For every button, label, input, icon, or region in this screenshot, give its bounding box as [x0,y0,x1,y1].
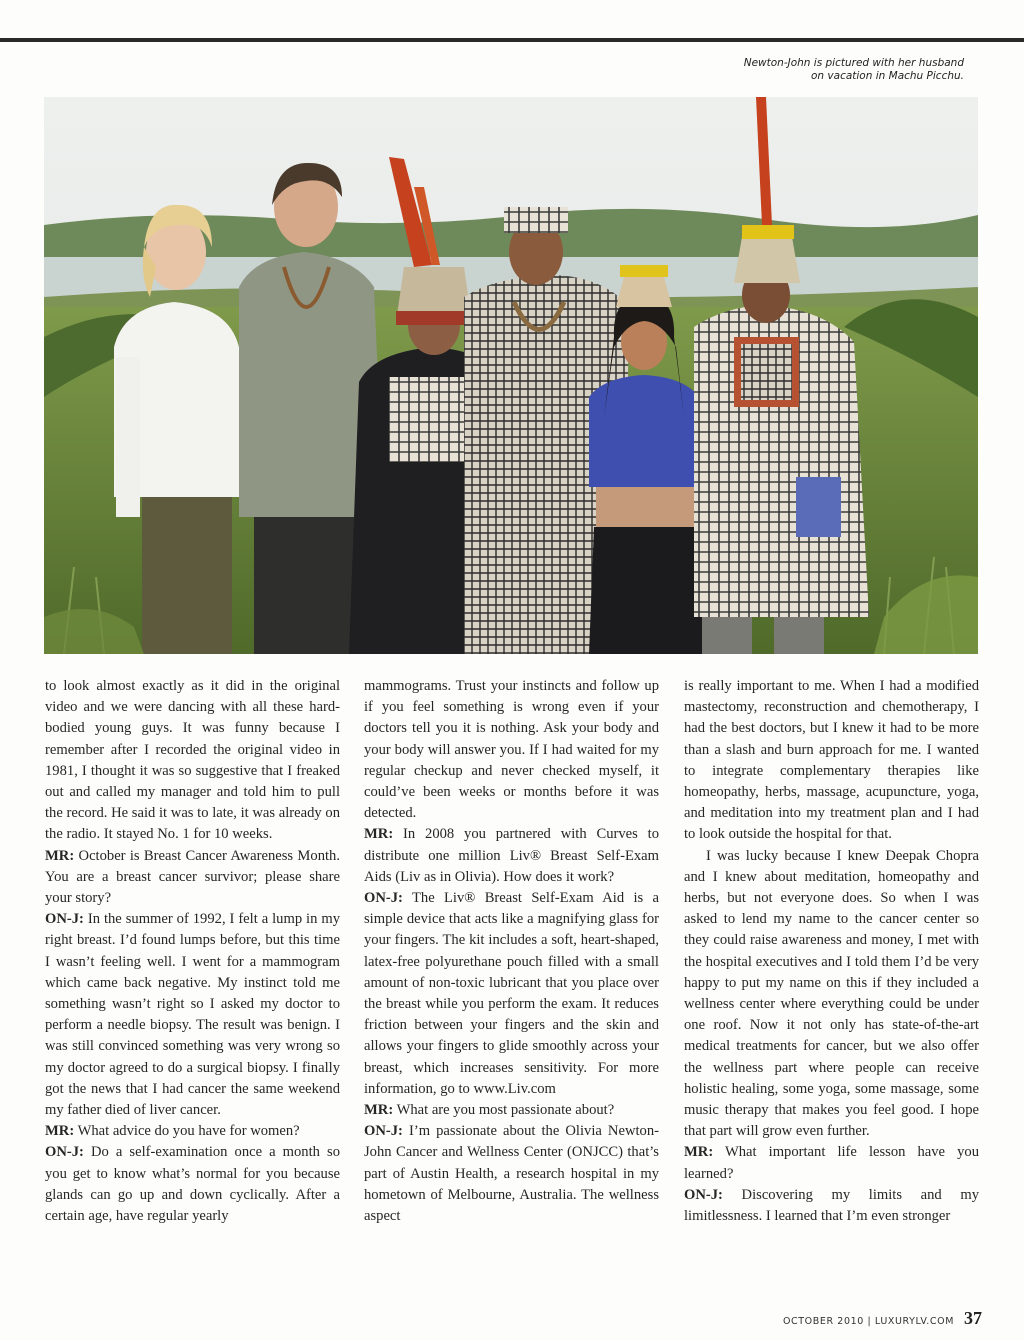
paragraph: MR: In 2008 you partnered with Curves to distribute one million Liv® Breast Self-Exam Aids (Liv as in Olivia). How does it work? [364,826,659,885]
paragraph: MR: October is Breast Cancer Awareness Month. You are a breast cancer survivor; please share your story? [45,847,340,907]
page-number: 37 [964,1308,982,1328]
caption-line-1: Newton-John is pictured with her husband [743,57,964,69]
paragraph: MR: What important life lesson have you learned? [684,1144,979,1182]
text-column-2 [364,676,659,1227]
paragraph: I was lucky because I knew Deepak Chopra and I knew about meditation, homeopathy and herbs, but not everyone does. So when I was asked to lend my name to the cancer center so they could raise awareness and money, I met with the hospital executives and I told them I’d be very happy to put my name on this if they included a wellness center where everything could be under one roof. Now it not only has state-of-the-art medical treatments for cancer, but we also offer the wellness part where people can receive holistic healing, some yoga, some massage, some music therapy that makes you feel good. I hope that part will grow even further. [684,847,979,1140]
text-column-3 [684,676,979,1227]
paragraph: MR: What are you most passionate about? [364,1102,615,1119]
paragraph: ON-J: Do a self-examination once a month so you get to know what’s normal for you because glands can go up and down cyclically. After a certain age, have regular yearly [45,1144,340,1225]
footer-publication: OCTOBER 2010 | LUXURYLV.COM [782,1316,954,1327]
paragraph: MR: What advice do you have for women? [45,1123,300,1140]
paragraph: ON-J: In the summer of 1992, I felt a lump in my right breast. I’d found lumps before, but this time I wasn’t feeling well. I went for a mammogram which came back negative. My instinct told me something wasn’t right so I asked my doctor to perform a needle biopsy. The result was benign. I was still convinced something was very wrong so my doctor agreed to do a surgical biopsy. I finally got the news that I had cancer the same weekend my father died of liver cancer. [45,911,340,1119]
caption-line-2: on vacation in Machu Picchu. [811,70,964,82]
page-footer [783,1308,982,1329]
paragraph: ON-J: Discovering my limits and my limitlessness. I learned that I’m even stronger [684,1186,979,1225]
group-photo [44,97,978,654]
paragraph: is really important to me. When I had a modified mastectomy, reconstruction and chemotherapy, I had the best doctors, but I knew it had to be more than a slash and burn approach for me. I wanted to integrate complementary therapies like homeopathy, herbs, massage, acupuncture, yoga, and meditation into my treatment plan and I had to look outside the hospital for that. [684,678,979,843]
top-rule [0,38,1024,42]
paragraph: to look almost exactly as it did in the original video and we were dancing with all these hard-bodied young guys. It was funny because I remember after I recorded the original video in 1981, I thought it was so suggestive that I freaked out and called my manager and told him to pull the record. He said it was to late, it was already on the radio. It stayed No. 1 for 10 weeks. [45,678,340,843]
text-column-1 [45,676,340,1227]
photo-caption [644,57,964,83]
paragraph: ON-J: The Liv® Breast Self-Exam Aid is a simple device that acts like a magnifying glass for your fingers. The kit includes a soft, heart-shaped, latex-free polyurethane pouch filled with a small amount of non-toxic lubricant that you place over the breast while you perform the exam. It reduces friction between your fingers and the skin and allows your fingers to glide smoothly across your breast, which increases sensitivity. For more information, go to www.Liv.com [364,890,660,1097]
paragraph: mammograms. Trust your instincts and follow up if you feel something is wrong even if your doctors tell you it is nothing. Ask your body and your body will answer you. If I had waited for my regular checkup and never checked myself, it could’ve been weeks or months before it was detected. [364,678,659,822]
paragraph: ON-J: I’m passionate about the Olivia Newton-John Cancer and Wellness Center (ONJCC) that’s part of Austin Health, a research hospital in my hometown of Melbourne, Australia. The wellness aspect [364,1123,659,1225]
